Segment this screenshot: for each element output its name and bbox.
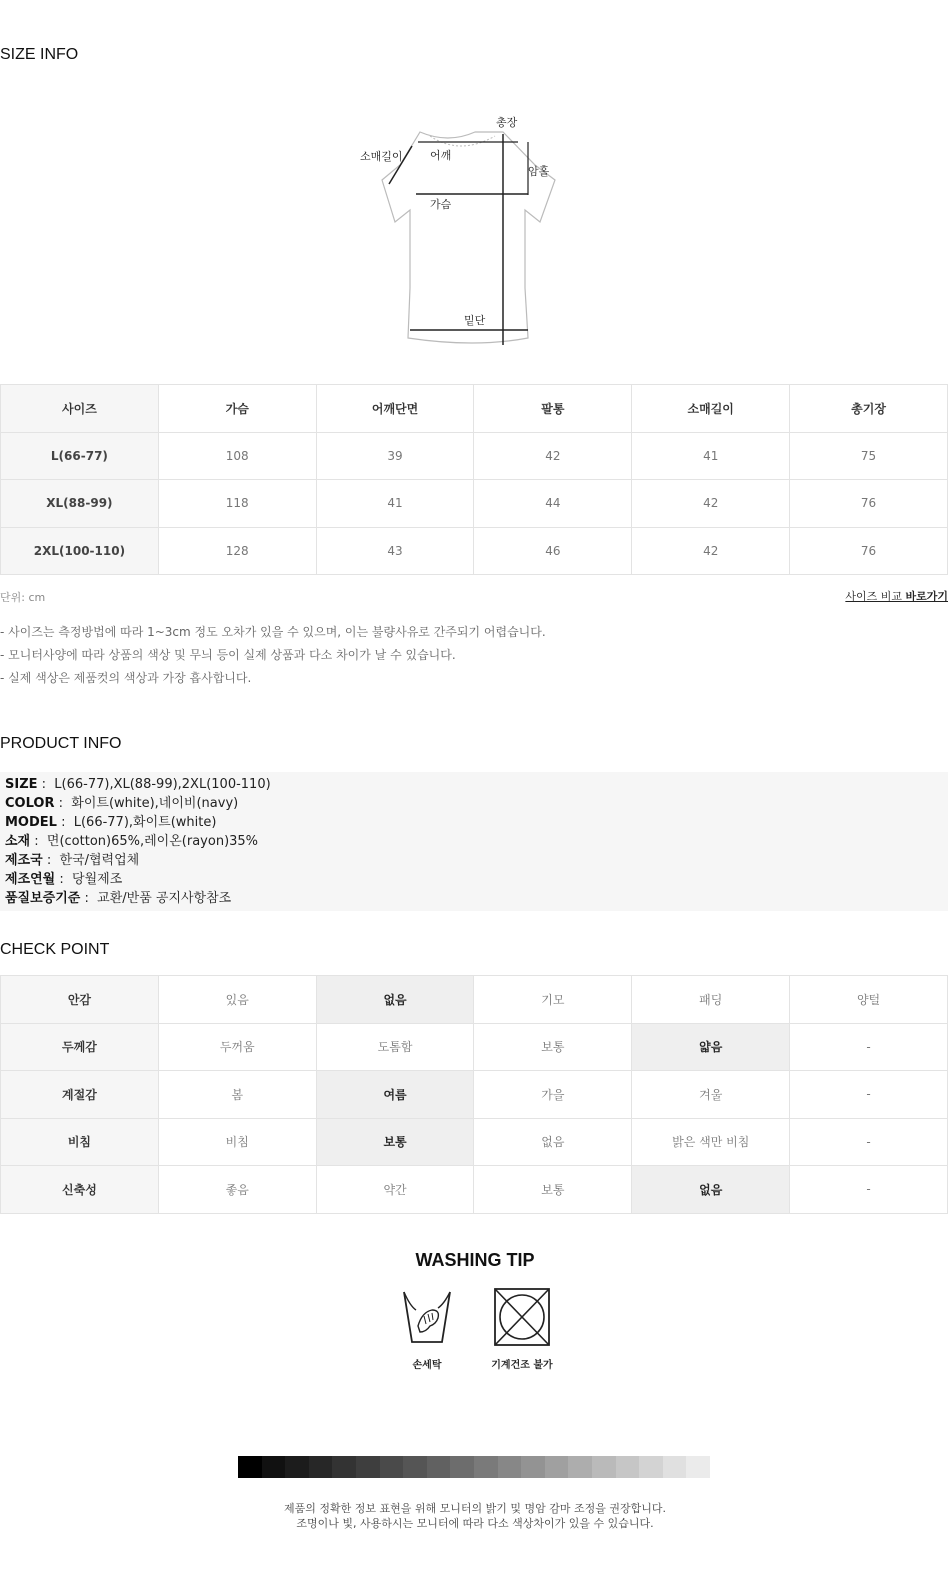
label-shoulder: 어깨	[430, 149, 452, 162]
gray-swatch	[450, 1456, 474, 1478]
gray-swatch	[521, 1456, 545, 1478]
garment-diagram	[350, 110, 580, 355]
check-row	[1, 1071, 948, 1119]
no-tumble-dry-label: 기계건조 불가	[491, 1360, 553, 1371]
product-info-box	[0, 772, 948, 911]
table-row	[1, 432, 948, 480]
check-option: -	[790, 1118, 948, 1166]
table-cell: 42	[632, 527, 790, 575]
check-row	[1, 976, 948, 1024]
check-option: 두꺼움	[158, 1023, 316, 1071]
size-label: L(66-77)	[1, 432, 159, 480]
gray-swatch	[427, 1456, 451, 1478]
gray-swatch	[474, 1456, 498, 1478]
table-cell: 75	[790, 432, 948, 480]
check-option-selected: 얇음	[632, 1023, 790, 1071]
product-info-row: MODEL : L(66-77),화이트(white)	[5, 815, 217, 830]
info-value: L(66-77),화이트(white)	[73, 815, 217, 830]
gray-swatch	[686, 1456, 710, 1478]
product-info-row: 제조연월 : 당월제조	[5, 872, 123, 887]
gray-swatch	[663, 1456, 687, 1478]
check-option: 겨울	[632, 1071, 790, 1119]
table-row	[1, 527, 948, 575]
info-key: SIZE	[5, 777, 38, 792]
info-key: MODEL	[5, 815, 57, 830]
gray-swatch	[380, 1456, 404, 1478]
label-hem: 밑단	[464, 314, 486, 327]
check-option: 비침	[158, 1118, 316, 1166]
gray-swatch	[262, 1456, 286, 1478]
note-line: - 모니터사양에 따라 상품의 색상 및 무늬 등이 실제 상품과 다소 차이가 날 수 있습니다.	[0, 648, 456, 662]
product-info-row: COLOR : 화이트(white),네이비(navy)	[5, 796, 239, 811]
gray-swatch	[332, 1456, 356, 1478]
check-option-selected: 없음	[316, 976, 474, 1024]
table-cell: 42	[632, 480, 790, 528]
gray-swatch	[356, 1456, 380, 1478]
table-row	[1, 480, 948, 528]
gray-swatch	[403, 1456, 427, 1478]
unit-label: 단위: cm	[0, 591, 46, 604]
info-key: 소재	[5, 834, 31, 849]
check-label: 두께감	[1, 1023, 159, 1071]
check-option: -	[790, 1166, 948, 1214]
no-tumble-dry-icon	[491, 1288, 553, 1348]
label-chest: 가슴	[430, 198, 452, 211]
check-option: -	[790, 1071, 948, 1119]
gray-swatch	[309, 1456, 333, 1478]
gray-swatch	[639, 1456, 663, 1478]
header-cell: 팔통	[474, 385, 632, 433]
label-armhole: 암홀	[528, 165, 550, 178]
check-option: 봄	[158, 1071, 316, 1119]
table-cell: 41	[316, 480, 474, 528]
washing-tip-title: WASHING TIP	[415, 1250, 535, 1270]
table-cell: 76	[790, 480, 948, 528]
table-cell: 108	[158, 432, 316, 480]
size-table-header	[1, 385, 948, 433]
info-key: 제조연월	[5, 872, 56, 887]
info-key: 품질보증기준	[5, 891, 81, 906]
check-option: 좋음	[158, 1166, 316, 1214]
size-compare-link[interactable]	[845, 588, 948, 604]
gray-swatch	[545, 1456, 569, 1478]
size-compare-link-text: 바로가기	[905, 590, 948, 603]
product-info-row: 제조국 : 한국/협력업체	[5, 853, 140, 868]
table-cell: 46	[474, 527, 632, 575]
label-total-length: 총장	[496, 116, 518, 129]
footer-line: 제품의 정확한 정보 표현을 위해 모니터의 밝기 및 명암 감마 조정을 권장합니다.	[284, 1502, 666, 1515]
check-label: 계절감	[1, 1071, 159, 1119]
check-option-selected: 보통	[316, 1118, 474, 1166]
gray-swatch	[285, 1456, 309, 1478]
note-line: - 실제 색상은 제품컷의 색상과 가장 흡사합니다.	[0, 671, 252, 685]
gray-swatch	[568, 1456, 592, 1478]
check-option: 패딩	[632, 976, 790, 1024]
hand-wash-item	[392, 1288, 462, 1371]
check-option-selected: 없음	[632, 1166, 790, 1214]
table-cell: 44	[474, 480, 632, 528]
size-label: XL(88-99)	[1, 480, 159, 528]
table-cell: 39	[316, 432, 474, 480]
header-cell: 총기장	[790, 385, 948, 433]
check-option: 없음	[474, 1118, 632, 1166]
check-option: -	[790, 1023, 948, 1071]
note-line: - 사이즈는 측정방법에 따라 1~3cm 정도 오차가 있을 수 있으며, 이는 불량사유로 간주되기 어렵습니다.	[0, 625, 546, 639]
info-key: 제조국	[5, 853, 43, 868]
check-option: 기모	[474, 976, 632, 1024]
check-row	[1, 1118, 948, 1166]
product-info-row: 품질보증기준 : 교환/반품 공지사항참조	[5, 891, 232, 906]
tshirt-outline-icon	[350, 110, 580, 355]
check-option: 보통	[474, 1166, 632, 1214]
table-cell: 128	[158, 527, 316, 575]
info-key: COLOR	[5, 796, 55, 811]
check-option: 양털	[790, 976, 948, 1024]
check-row	[1, 1166, 948, 1214]
check-option: 보통	[474, 1023, 632, 1071]
check-label: 비침	[1, 1118, 159, 1166]
header-cell: 가슴	[158, 385, 316, 433]
table-cell: 42	[474, 432, 632, 480]
info-value: 교환/반품 공지사항참조	[97, 891, 232, 906]
product-info-row: SIZE : L(66-77),XL(88-99),2XL(100-110)	[5, 777, 271, 792]
check-option: 도톰함	[316, 1023, 474, 1071]
info-value: 화이트(white),네이비(navy)	[71, 796, 239, 811]
check-point-table	[0, 975, 948, 1214]
size-notes	[0, 621, 546, 690]
size-info-title: SIZE INFO	[0, 46, 79, 63]
product-info-title: PRODUCT INFO	[0, 735, 122, 752]
hand-wash-label: 손세탁	[412, 1360, 442, 1371]
size-table	[0, 384, 948, 575]
size-label: 2XL(100-110)	[1, 527, 159, 575]
footer-line: 조명이나 빛, 사용하시는 모니터에 따라 다소 색상차이가 있을 수 있습니다.	[296, 1517, 654, 1530]
gray-scale-bar	[238, 1456, 710, 1478]
table-cell: 118	[158, 480, 316, 528]
check-option: 약간	[316, 1166, 474, 1214]
size-compare-prefix: 사이즈 비교	[845, 590, 906, 603]
check-option-selected: 여름	[316, 1071, 474, 1119]
info-value: 면(cotton)65%,레이온(rayon)35%	[46, 834, 259, 849]
check-row	[1, 1023, 948, 1071]
gray-swatch	[238, 1456, 262, 1478]
check-option: 밝은 색만 비침	[632, 1118, 790, 1166]
no-tumble-dry-item	[487, 1288, 557, 1371]
info-value: 당월제조	[72, 872, 123, 887]
header-cell: 소매길이	[632, 385, 790, 433]
check-option: 가을	[474, 1071, 632, 1119]
table-cell: 41	[632, 432, 790, 480]
product-info-row: 소재 : 면(cotton)65%,레이온(rayon)35%	[5, 834, 259, 849]
header-cell: 어깨단면	[316, 385, 474, 433]
check-label: 안감	[1, 976, 159, 1024]
info-value: 한국/협력업체	[59, 853, 140, 868]
hand-wash-icon	[396, 1288, 458, 1348]
info-value: L(66-77),XL(88-99),2XL(100-110)	[54, 777, 271, 792]
label-sleeve-length: 소매길이	[360, 150, 403, 163]
check-point-title: CHECK POINT	[0, 941, 110, 958]
table-cell: 43	[316, 527, 474, 575]
gray-swatch	[498, 1456, 522, 1478]
table-cell: 76	[790, 527, 948, 575]
gray-swatch	[616, 1456, 640, 1478]
check-label: 신축성	[1, 1166, 159, 1214]
gray-swatch	[592, 1456, 616, 1478]
footer-notice	[0, 1501, 950, 1531]
check-option: 있음	[158, 976, 316, 1024]
header-cell: 사이즈	[1, 385, 159, 433]
